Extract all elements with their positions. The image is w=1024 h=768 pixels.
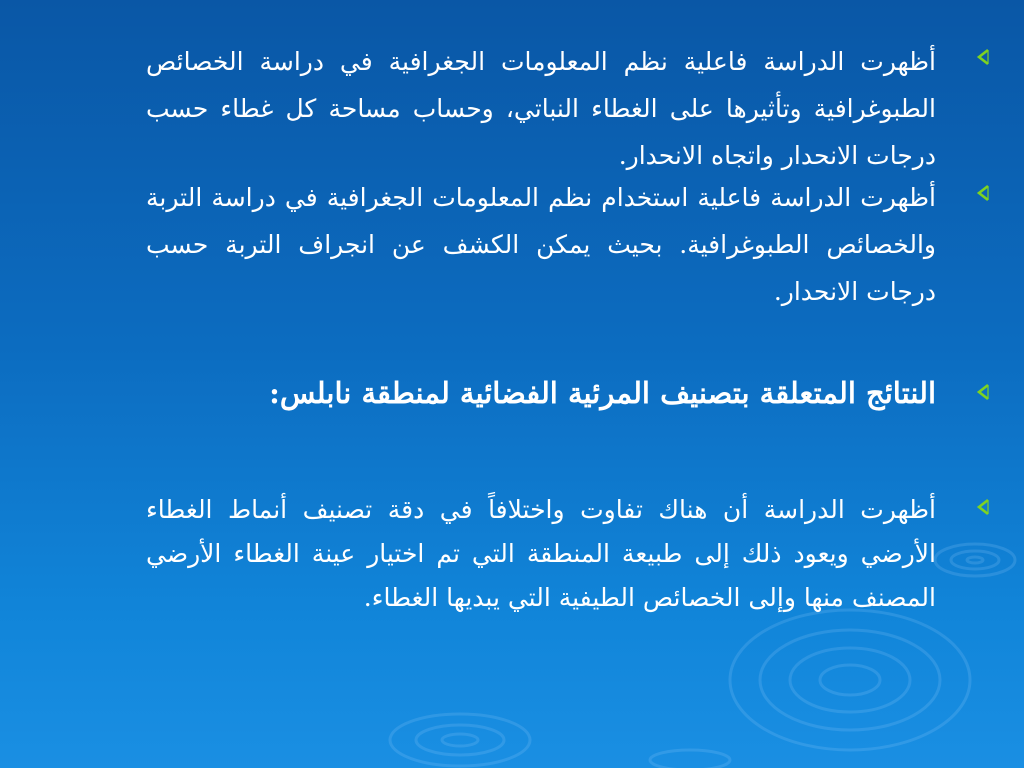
arrow-bullet-icon [974, 184, 994, 202]
bullet-paragraph-topography [146, 38, 936, 179]
bullet-paragraph-classification [146, 488, 936, 620]
paragraph-text: أظهرت الدراسة فاعلية استخدام نظم المعلومات الجغرافية في دراسة التربة والخصائص الطبوغرافية. بحيث يمكن الكشف عن انجراف التربة حسب درجات الانحدار. [146, 183, 936, 306]
bullet-paragraph-soil [146, 174, 936, 315]
heading-text: النتائج المتعلقة بتصنيف المرئية الفضائية لمنطقة نابلس: [269, 376, 936, 410]
arrow-bullet-icon [974, 48, 994, 66]
section-heading-nablus [96, 368, 936, 418]
arrow-bullet-icon [974, 498, 994, 516]
paragraph-text: أظهرت الدراسة فاعلية نظم المعلومات الجغرافية في دراسة الخصائص الطبوغرافية وتأثيرها على الغطاء النباتي، وحساب مساحة كل غطاء حسب درجات الانحدار واتجاه الانحدار. [146, 47, 936, 170]
arrow-bullet-icon [974, 383, 994, 401]
paragraph-text: أظهرت الدراسة أن هناك تفاوت واختلافاً في دقة تصنيف أنماط الغطاء الأرضي ويعود ذلك إلى طبيعة المنطقة التي تم اختيار عينة الغطاء الأرضي المصنف منها وإلى الخصائص الطيفية التي يبديها الغطاء. [146, 495, 936, 612]
